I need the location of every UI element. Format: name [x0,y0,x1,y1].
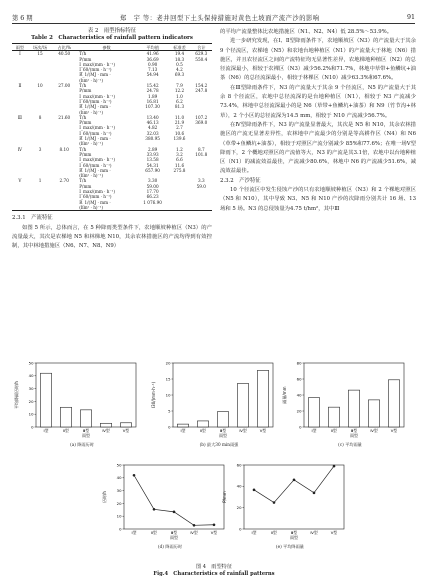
left-paragraph: 如图 5 所示，总体而言，在 5 种降雨类型条件下，农地顺坡种植区（N3）的产流量最大，其次是农梯地 N5 和林梯地 N10，其余农林措施区的产流均得到有效控制，其中林地措施区（N6、N7、N8、N9） [12,224,212,250]
table-cell: 59.0 [196,183,206,189]
panel-caption: (d) 降雨历时 [157,544,183,549]
y-axis-label: 雨量/mm [282,386,287,404]
table-cell: 380.95 [145,136,160,142]
table-cell: 657.90 [145,167,160,173]
y-tick-label: 20 [296,408,302,414]
table-cell: 2.89 [147,146,158,152]
table-cell: 54.94 [146,72,159,78]
x-tick-label: Ⅳ型 [370,428,378,433]
data-point [213,523,216,526]
table-cell: I_60/(mm · h⁻¹) [79,194,112,200]
table-header-cell: 占比/% [52,44,76,51]
bar [217,412,228,427]
bar [120,423,131,427]
bar [328,407,339,427]
table-cell: 1.2 [176,146,183,152]
x-tick-label: Ⅲ型 [219,428,227,433]
table-cell: 629.3 [195,51,208,57]
table-cell: 2.70 [59,178,69,184]
plot-frame [124,465,224,529]
table-cell: Ⅱ [18,83,22,89]
table-cell: 32.03 [146,130,159,136]
y-tick-label: 15 [165,376,171,382]
table-cell: 3.2 [176,151,183,157]
y-tick-label: 50 [116,462,122,468]
table-cell [12,205,28,211]
x-tick-label: Ⅱ型 [200,428,206,433]
table-cell: 6.6 [176,157,183,163]
table-cell: 10.6 [174,130,185,136]
right-paragraph-5: 10 个径流区中发生侵蚀产沙的只有农地顺坡种植区（N3）和 2 个裸地对照区（N5 和 N10），其中导致 N3、N5 和 N10 产沙的次降雨分别共计 16 场、13 场和 5 场。N3 的总侵蚀量为4.75 t/hm²，其中Ⅲ [220,187,416,212]
x-tick-label: Ⅴ型 [210,530,218,535]
table-cell: 1 [38,178,42,184]
bar [348,390,359,427]
table-cell: 36.69 [146,56,159,62]
table-cell: 24.78 [146,88,159,94]
chart-panel-c [280,359,410,455]
y-tick-label: 10 [165,392,171,398]
right-paragraph-4: 在Ⅳ型降雨条件下，N3 的产流量显著最大，其次是 N5 和 N10，其余农林措施区的产流无显著差异性，农林地中产流最少的分别是等高耕作区（N4）和 N6（草带+鱼鳞坑+油茶），相较于对照区产流分别减少 85%和77.6%；在唯一场Ⅴ型降雨下，2 个概地对照区的产流值等大，N3 的产流是其3.1倍，农地中以台地种植区（N1）的减流效益最佳，产流减少80.6%，林地中 N6 的产流减少51.6%，减流效益最佳。 [220,121,416,175]
chart-svg [149,359,279,455]
table-cell: 21.60 [58,114,71,120]
figure-caption-en: Fig.4 Characteristics of rainfall patterns [153,571,275,577]
x-tick-label: Ⅴ型 [259,428,267,433]
bar [40,373,51,427]
figure-4 [12,357,416,585]
x-tick-label: Ⅱ型 [271,530,277,535]
table-cell: 8.7 [197,146,205,152]
table-cell: 4.82 [147,125,158,131]
x-tick-label: Ⅱ型 [331,428,337,433]
table-cell: 4.2 [176,67,183,73]
table-header-cell: 平均值 [137,44,168,51]
table-cell: 10 [37,83,43,89]
y-tick-label: 10 [28,411,34,417]
table-cell: I_60/(mm · h⁻¹) [79,98,112,104]
table-cell: 7.9 [176,83,183,89]
panel-caption: (b) 最大30 min雨强 [199,442,239,447]
table-header-cell: 标准差 [168,44,190,51]
table-cell: 16.81 [146,98,159,104]
table-cell: 107.2 [195,114,208,120]
chart-svg [220,461,350,557]
right-paragraph-3: 在Ⅲ型降雨条件下，N3 的产流量大于其余 9 个径流区，N5 的产流量大于其余 8 个径流区，农地中总径流深的是台地种植区（N1），相较于 N3 产流减少73.4%，林地中总径流深最小的是 N6（草带+鱼鳞坑+油茶）和 N9（竹节沟+林草），2 个小区的总径流深为14.5 mm，相较于 N10 产流减少56.7%。 [220,84,416,119]
x-tick-label: Ⅳ型 [310,530,318,535]
y-axis-label: P/mm [222,491,227,503]
x-axis-label: 雨型 [170,535,178,540]
table-cell: (hm² · h)⁻¹) [76,205,137,211]
plot-frame [244,465,344,529]
bar [100,423,111,427]
table-header-row [12,44,212,51]
table-cell: 40.50 [58,51,71,57]
table-cell: 13.58 [146,157,159,163]
table-cell: 12.2 [174,88,185,94]
y-tick-label: 40 [116,475,122,481]
table-cell: 13.40 [146,114,159,120]
bar [177,424,188,427]
running-title: 郑 宇 等：老井回型下土头保持措施对黄色土坡面产流产沙的影响 [119,14,320,22]
page-header [12,11,415,24]
x-tick-label: Ⅲ型 [170,530,178,535]
table-cell: (hm² · h)⁻¹) [79,77,104,83]
table-cell [168,205,190,211]
table-cell: 247.8 [195,88,208,94]
y-tick-label: 20 [236,505,242,511]
table-cell: P/mm [79,120,92,126]
y-tick-label: 60 [236,462,242,468]
table-cell: 3.3 [197,178,205,184]
panel-caption: (e) 平均降雨量 [275,544,304,549]
table-header-cell: 合计 [191,44,212,51]
bar [237,383,248,427]
x-tick-label: Ⅰ型 [251,530,257,535]
table-cell: 1.89 [147,93,158,99]
x-tick-label: Ⅳ型 [190,530,198,535]
table-cell: 1.0 [176,93,183,99]
data-point [273,501,276,504]
table-cell: R_1/(MJ · mm · [79,72,111,78]
indicator-table [12,43,212,211]
table-cell: R_1/(MJ · mm · [79,136,111,142]
table-cell: Ⅰ [19,51,21,57]
y-axis-label: I30/(mm·h⁻¹) [151,381,156,409]
table-title-en: Table 2 Characteristics of rainfall pattern indicators [31,35,193,41]
right-paragraph-1: 的平均产流量整体比农地措施区（N1、N2、N4）低 28.5%～53.9%。 [220,29,393,35]
left-column [12,28,212,251]
y-tick-label: 80 [296,360,302,366]
chart-panel-b [149,359,279,455]
table-cell: 139.6 [173,136,186,142]
figure-caption-cn: 图 4 雨型特征 [195,564,233,570]
y-tick-label: 30 [28,386,34,391]
table-cell: P/mm [79,151,92,157]
chart-panel-a [12,359,142,455]
y-tick-label: 0 [239,526,242,532]
table-cell [191,205,212,211]
bar [308,398,319,427]
table-cell: I_max/(mm · h⁻¹) [79,157,116,163]
x-tick-label: Ⅰ型 [131,530,137,535]
data-point [313,492,316,495]
y-tick-label: 60 [296,376,302,382]
table-cell: 2.7 [176,125,183,131]
table-cell: 8 [38,114,42,120]
series-line [254,466,334,502]
table-header-cell: 场次/场 [28,44,52,51]
table-cell [137,205,168,211]
table-cell: 59.00 [146,183,159,189]
bar [197,421,208,427]
table-cell: 11.6 [174,162,185,168]
table-cell: 3.30 [147,178,158,184]
table-row [12,205,212,211]
table-cell: 369.0 [195,120,208,126]
x-tick-label: Ⅰ型 [43,428,49,433]
x-tick-label: Ⅴ型 [122,428,130,433]
table-header-cell: 雨型 [12,44,28,51]
x-tick-label: Ⅰ型 [311,428,317,433]
table-cell: 154.2 [195,83,208,89]
table-cell: 17.70 [146,189,159,195]
table-cell: T/h [79,114,87,120]
table-cell: 19.4 [174,51,185,57]
x-tick-label: Ⅲ型 [290,530,298,535]
table-body [12,51,212,211]
x-tick-label: Ⅴ型 [390,428,398,433]
x-axis-label: 雨型 [350,433,358,438]
table-cell: 81.3 [174,104,185,110]
chart-svg [280,359,410,455]
table-cell: P/mm [79,56,92,62]
y-tick-label: 20 [165,360,171,366]
table-cell: 15 [37,51,43,57]
table-cell: 41.96 [146,51,159,57]
table-cell: I_max/(mm · h⁻¹) [79,61,116,67]
data-point [133,474,136,477]
table-cell: 550.4 [195,56,208,62]
y-tick-label: 10 [116,513,122,519]
data-point [333,465,336,468]
page-number: 91 [406,13,415,21]
table-cell: 0.5 [176,61,183,67]
table-cell: I_60/(mm · h⁻¹) [79,162,112,168]
x-axis-label: 雨型 [219,433,227,438]
table-cell: 101.8 [195,151,208,157]
y-tick-label: 30 [116,488,122,493]
table-cell: I_max/(mm · h⁻¹) [79,93,116,99]
x-tick-label: Ⅱ型 [151,530,157,535]
table-cell: 11.0 [174,114,185,120]
x-tick-label: Ⅲ型 [350,428,358,433]
table-cell: 0.90 [147,61,158,67]
table-cell: 27.00 [58,83,71,89]
x-tick-label: Ⅳ型 [239,428,247,433]
table-header-cell: 参数 [76,44,137,51]
table-cell: (hm² · h)⁻¹) [79,173,104,179]
x-tick-label: Ⅴ型 [330,530,338,535]
table-cell: Ⅲ [17,114,22,120]
bar [80,410,91,427]
bar [368,400,379,427]
y-tick-label: 20 [28,398,34,404]
table-cell: T/h [79,83,87,89]
table-cell: R_1/(MJ · mm · [79,167,111,173]
table-cell: 33.93 [146,151,159,157]
table-cell: 66.23 [146,194,159,200]
y-tick-label: 40 [236,483,242,489]
data-point [293,479,296,482]
data-point [173,511,176,514]
table-cell [52,205,76,211]
table-cell: I_max/(mm · h⁻¹) [79,125,116,131]
table-cell: 46.13 [146,120,159,126]
y-tick-label: 5 [168,408,171,414]
x-tick-label: Ⅲ型 [82,428,90,433]
data-point [253,489,256,492]
table-title-cn: 表 2 雨型指标特征 [87,28,137,34]
bar [257,370,268,427]
table-cell: (hm² · h)⁻¹) [79,109,104,115]
table-cell: 18.3 [174,56,185,62]
table-cell: 7.13 [147,67,158,73]
x-tick-label: Ⅱ型 [63,428,69,433]
data-point [193,524,196,527]
table-cell: T/h [79,146,87,152]
table-cell: Ⅴ [18,178,22,184]
x-tick-label: Ⅰ型 [180,428,186,433]
table-cell: 1 076.90 [143,199,162,205]
y-tick-label: 20 [116,500,122,506]
table-cell: P/mm [79,183,92,189]
right-paragraph-2: 进一步研究发现，在Ⅰ、Ⅱ型降雨条件下，农地顺坡区（N3）的产流量大于其余 9 个径流区，农梯地（N5）和农地台地种植区（N1）的产流量大于林地（N6）措施区，并且农径流区之间的产流特征均无显著性差异，农地梯地种植区（N2）的总径流深最小，相较于农裸区（N3）减少56.2%和71.7%，林地中草带+鱼鳞坑+油茶（N6）的总径流深最小，相较于林裸区（N10）减少63.3%和67.6%。 [220,38,416,82]
table-cell: 107.30 [145,104,160,110]
chart-panel-d [100,461,230,557]
x-tick-label: Ⅳ型 [102,428,110,433]
table-cell: 54.31 [146,162,159,168]
table-cell: I_60/(mm · h⁻¹) [79,67,112,73]
data-point [153,508,156,511]
table-cell: T/h [79,178,87,184]
issue-label: 第 6 期 [12,14,33,22]
y-tick-label: 0 [299,424,302,430]
table-cell: 69.3 [174,72,185,78]
table-cell: P/mm [79,88,92,94]
y-tick-label: 0 [168,424,171,430]
table-cell: 21.9 [174,120,185,126]
bar [60,407,71,427]
panel-caption: (c) 平均雨量 [338,442,362,447]
table-cell: Ⅳ [17,146,23,152]
table-cell: 6.2 [176,98,183,104]
y-tick-label: 40 [28,373,34,379]
x-axis-label: 雨型 [290,535,298,540]
table-cell: R_1/(MJ · mm · [79,199,111,205]
chart-panel-e [220,461,350,557]
table-cell: T/h [79,51,87,57]
y-tick-label: 40 [296,392,302,398]
table-cell: I_60/(mm · h⁻¹) [79,130,112,136]
table-cell: I_max/(mm · h⁻¹) [79,189,116,195]
table-cell: R_1/(MJ · mm · [79,104,111,110]
y-tick-label: 0 [119,526,122,532]
right-column [220,28,416,214]
table-cell: 15.42 [146,83,159,89]
table-title [12,28,212,42]
table-cell: 8.10 [59,146,69,152]
y-axis-label: 历时/h [102,491,107,503]
bar [388,380,399,427]
y-tick-label: 0 [31,424,34,430]
section-2-3-2: 2.3.2 产沙特征 [220,177,261,184]
chart-svg [100,461,230,557]
table-cell [28,205,52,211]
y-tick-label: 50 [28,360,34,366]
section-2-3-1: 2.3.1 产流特征 [12,215,53,222]
y-axis-label: 平均降雨历时/h [14,381,19,409]
series-line [134,475,214,525]
table-cell: 3 [38,146,42,152]
panel-caption: (a) 降雨历时 [70,442,94,447]
table-cell: 275.8 [173,167,186,173]
chart-svg [12,359,142,455]
table-cell: (hm² · h)⁻¹) [79,141,104,147]
x-axis-label: 雨型 [82,433,90,438]
